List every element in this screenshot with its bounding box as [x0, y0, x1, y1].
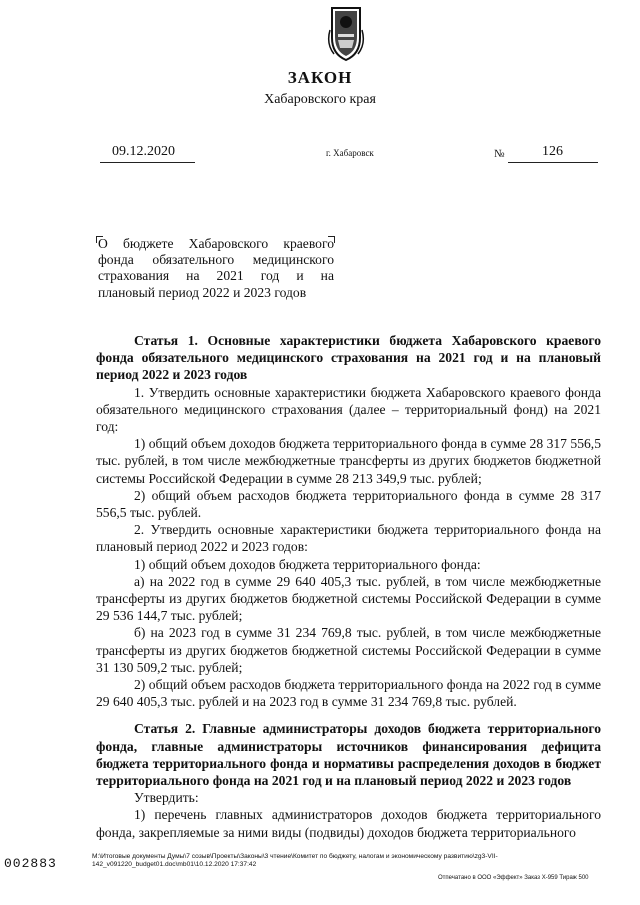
- number-underline: [508, 162, 598, 163]
- law-date: 09.12.2020: [112, 144, 175, 159]
- article-2-paragraph: 1) перечень главных администраторов доходов бюджета территориального фонда, закрепляемые за ними виды (подвиды) доходов бюджета территориального: [96, 807, 601, 840]
- date-underline: [100, 162, 195, 163]
- article-1-paragraph: 1) общий объем доходов бюджета территориального фонда в сумме 28 317 556,5 тыс. рублей, в том числе межбюджетные трансферты из других бюджетов бюджетной системы Российской Федерации в сумме 28 213 349,9 тыс. рублей;: [96, 436, 601, 486]
- article-1-paragraph: б) на 2023 год в сумме 31 234 769,8 тыс. рублей, в том числе межбюджетные трансферты из других бюджетов бюджетной системы Российской Федерации в сумме 31 130 509,2 тыс. рублей;: [96, 625, 601, 675]
- article-2-paragraph: Утвердить:: [134, 790, 199, 806]
- article-1-paragraph: а) на 2022 год в сумме 29 640 405,3 тыс. рублей, в том числе межбюджетные трансферты из других бюджетов бюджетной системы Российской Федерации в сумме 29 536 144,7 тыс. рублей;: [96, 573, 601, 624]
- law-city: г. Хабаровск: [326, 148, 374, 158]
- subject-line: страхования на 2021 год и на: [98, 268, 334, 284]
- law-number: 126: [542, 144, 563, 159]
- article-2-heading: Статья 2. Главные администраторы доходов бюджета территориального фонда, главные администраторы источников финансирования дефицита бюджета территориального фонда и нормативы распределения доходов в бюджет территориального фонда на 2021 год и на плановый период 2022 и 2023 годов: [96, 721, 601, 789]
- number-label: №: [494, 148, 505, 160]
- article-1-paragraph: 1. Утвердить основные характеристики бюджета Хабаровского краевого фонда обязательного медицинского страхования (далее – территориальный фонд) на 2021 год:: [96, 384, 601, 435]
- document-file-path: M:\Итоговые документы Думы\7 созыв\Проекты\Законы\3 чтение\Комитет по бюджету, налогам и экономическому развитию\zg3-VII-142_v091220_budget01.doc\mb01\10.12.2020 17:37:42: [92, 853, 498, 868]
- subject-line: плановый период 2022 и 2023 годов: [98, 284, 307, 300]
- article-1-paragraph: 1) общий объем доходов бюджета территориального фонда:: [134, 556, 481, 572]
- law-region: Хабаровского края: [264, 92, 376, 107]
- law-body: [96, 332, 601, 841]
- law-subject: [98, 236, 334, 301]
- subject-line: фонда обязательного медицинского: [98, 252, 334, 268]
- article-1-paragraph: 2) общий объем расходов бюджета территориального фонда на 2022 год в сумме 29 640 405,3 тыс. рублей и на 2023 год в сумме 31 234 769,8 тыс. рублей.: [96, 677, 601, 710]
- article-1-paragraph: 2. Утвердить основные характеристики бюджета территориального фонда на плановый период 2022 и 2023 годов:: [96, 522, 601, 555]
- article-1-paragraph: 2) общий объем расходов бюджета территориального фонда в сумме 28 317 556,5 тыс. рублей.: [96, 487, 601, 521]
- document-code: 002883: [4, 856, 57, 871]
- law-title: ЗАКОН: [287, 68, 353, 87]
- printing-note: Отпечатано в ООО «Эффект» Заказ X-959 Тираж 500: [438, 875, 589, 881]
- subject-line: О бюджете Хабаровского краевого: [98, 236, 334, 251]
- coat-of-arms-emblem: [326, 4, 366, 64]
- article-1-heading: Статья 1. Основные характеристики бюджета Хабаровского краевого фонда обязательного медицинского страхования на 2021 год и на плановый период 2022 и 2023 годов: [96, 333, 601, 383]
